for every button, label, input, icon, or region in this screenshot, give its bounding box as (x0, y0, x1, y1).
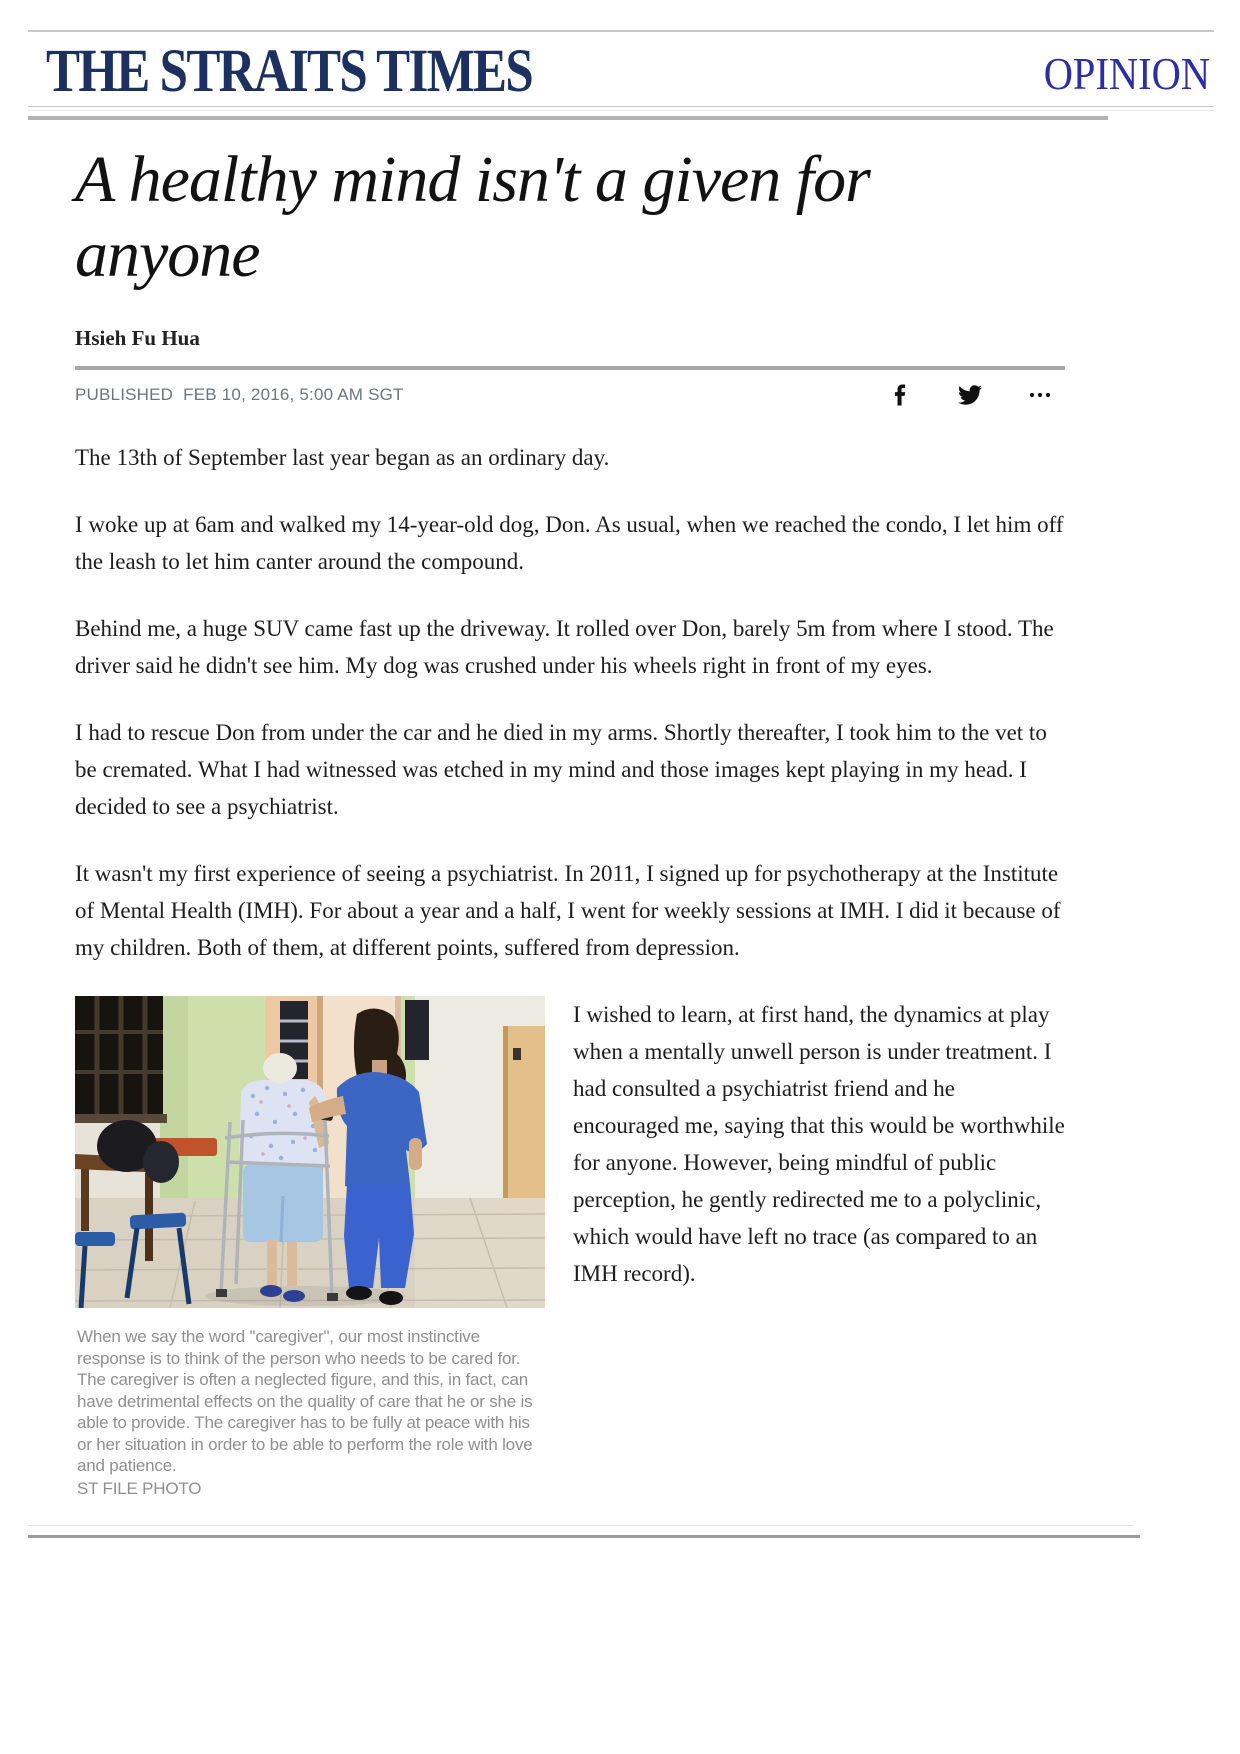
article-photo (75, 996, 545, 1499)
article-text (75, 439, 1065, 966)
published-date: FEB 10, 2016, 5:00 AM SGT (183, 385, 404, 404)
paragraph: The 13th of September last year began as an ordinary day. (75, 445, 610, 470)
author-byline: Hsieh Fu Hua (75, 326, 200, 350)
divider (28, 1525, 1133, 1526)
photo-caption (75, 1326, 537, 1499)
paragraph: It wasn't my first experience of seeing a psychiatrist. In 2011, I signed up for psychotherapy at the Institute of Mental Health (IMH). For about a year and a half, I went for weekly sessions at IMH. I did it because of my children. Both of them, at different points, suffered from depression. (75, 861, 1061, 960)
share-bar (887, 382, 1053, 408)
facebook-icon[interactable] (887, 382, 913, 408)
published-row (75, 379, 1065, 411)
caregiver-photo-illustration (75, 996, 545, 1308)
published-label: PUBLISHED (75, 385, 174, 404)
top-divider (28, 30, 1214, 32)
media-row (75, 996, 1065, 1499)
paragraph: Behind me, a huge SUV came fast up the driveway. It rolled over Don, barely 5m from where I stood. The driver said he didn't see him. My dog was crushed under his wheels right in front of my eyes. (75, 616, 1054, 678)
paragraph: I had to rescue Don from under the car and he died in my arms. Shortly thereafter, I took him to the vet to be cremated. What I had witnessed was etched in my mind and those images kept playing in my head. I decided to see a psychiatrist. (75, 720, 1047, 819)
paragraph: I wished to learn, at first hand, the dynamics at play when a mentally unwell person is under treatment. I had consulted a psychiatrist friend and he encouraged me, saying that this would be worthwhile for anyone. However, being mindful of public perception, he gently redirected me to a polyclinic, which would have left no trace (as compared to an IMH record). (573, 1002, 1065, 1286)
section-label-opinion[interactable]: OPINION (1043, 48, 1210, 99)
straits-times-logo[interactable]: THE STRAITS TIMES (46, 36, 533, 105)
page-title: A healthy mind isn't a given for anyone (75, 143, 870, 291)
masthead-rules (28, 106, 1214, 120)
article-body (75, 142, 1065, 1499)
divider (28, 116, 1108, 120)
paragraph: I woke up at 6am and walked my 14-year-old dog, Don. As usual, when we reached the condo, I let him off the leash to let him canter around the compound. (75, 512, 1064, 574)
divider (28, 110, 1214, 111)
divider (28, 106, 1214, 107)
twitter-icon[interactable] (957, 382, 983, 408)
more-options-icon[interactable] (1027, 382, 1053, 408)
byline-divider (75, 366, 1065, 370)
photo-caption-text: When we say the word "caregiver", our most instinctive response is to think of the person who needs to be cared for. The caregiver is often a neglected figure, and this, in fact, can have detrimental effects on the quality of care that he or she is able to provide. The caregiver has to be fully at peace with his or her situation in order to be able to perform the role with love and patience. (77, 1327, 533, 1475)
photo-credit: ST FILE PHOTO (77, 1478, 202, 1498)
divider (28, 1535, 1140, 1538)
masthead (46, 36, 1210, 105)
published-timestamp (75, 385, 404, 405)
footer-rules (28, 1525, 1240, 1538)
